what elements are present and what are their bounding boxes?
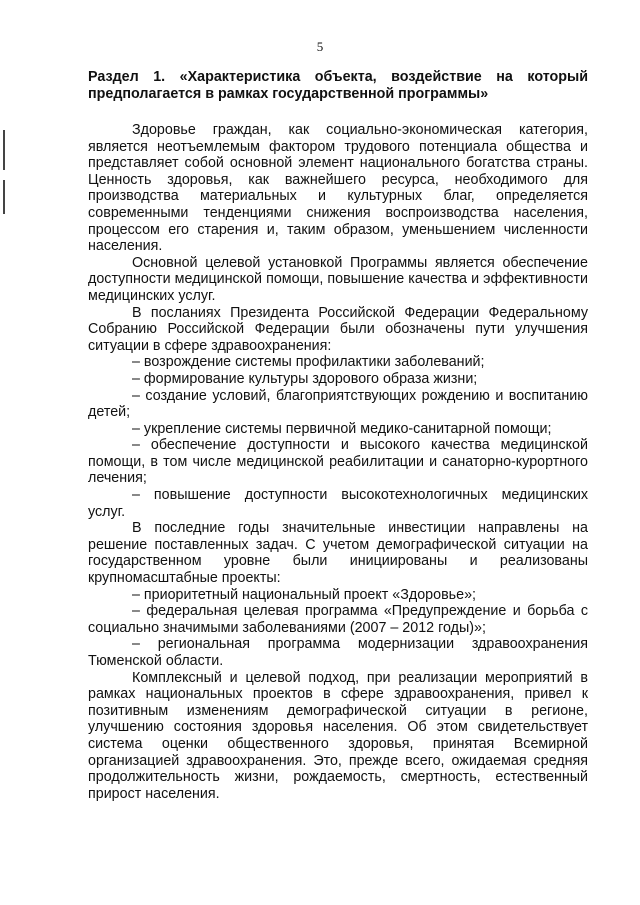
paragraph: Основной целевой установкой Программы является обеспечение доступности медицинской помощи, повышение качества и эффективности медицинских услуг. [88,254,588,304]
list-item: – формирование культуры здорового образа жизни; [132,370,478,387]
list-item: – региональная программа модернизации здравоохранения Тюменской области. [88,636,588,669]
paragraph: Комплексный и целевой подход, при реализации мероприятий в рамках национальных проектов в сфере здравоохранения, привел к позитивным изменениям демографической ситуации в регионе, улучшению состояния здоровья населения. Об этом свидетельствует система оценки общественного здоровья, принятая Всемирной организацией здравоохранения. Это, прежде всего, ожидаемая средняя продолжительность жизни, рождаемость, смертность, естественный прирост населения. [88,669,588,802]
list-item: – приоритетный национальный проект «Здоровье»; [132,586,477,603]
paragraph: Здоровье граждан, как социально-экономическая категория, является неотъемлемым фактором трудового потенциала общества и представляет собой основной элемент национального богатства страны. Ценность здоровья, как важнейшего ресурса, необходимого для производства материальных и культурных благ, определяется современными тенденциями снижения воспроизводства населения, процессом его старения и, таким образом, уменьшением численности населения. [88,122,588,255]
list-item: – федеральная целевая программа «Предупреждение и борьба с социально значимыми заболеваниями (2007 – 2012 годы)»; [88,603,588,636]
section-title: Раздел 1. «Характеристика объекта, воздействие на который предполагается в рамках государственной программы» [88,69,588,102]
page-number: 5 [316,39,324,54]
list-item: – укрепление системы первичной медико-санитарной помощи; [132,420,552,437]
list-item: – возрождение системы профилактики заболеваний; [132,354,485,371]
document-body [88,122,588,802]
paragraph: В посланиях Президента Российской Федерации Федеральному Собранию Российской Федерации были обозначены пути улучшения ситуации в сфере здравоохранения: [88,304,588,354]
scan-margin-mark [3,180,5,214]
list-item: – создание условий, благоприятствующих рождению и воспитанию детей; [88,387,588,421]
list-item: – повышение доступности высокотехнологичных медицинских услуг. [88,487,588,520]
scan-margin-mark [3,130,5,170]
paragraph: В последние годы значительные инвестиции направлены на решение поставленных задач. С учетом демографической ситуации на государственном уровне были инициированы и реализованы крупномасштабные проекты: [88,520,588,587]
list-item: – обеспечение доступности и высокого качества медицинской помощи, в том числе медицинской реабилитации и санаторно-курортного лечения; [88,437,588,487]
